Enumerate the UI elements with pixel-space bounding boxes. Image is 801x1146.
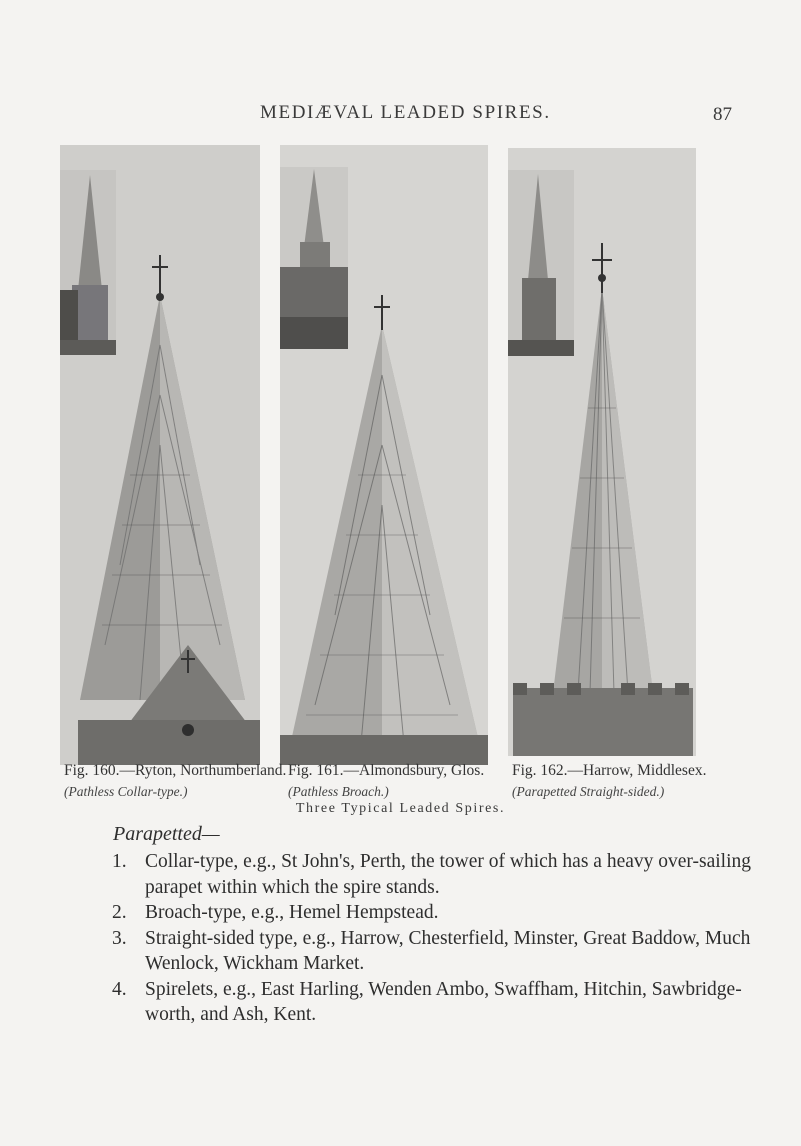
- spire-type-list: [112, 849, 752, 1028]
- figure-161-caption: [288, 762, 484, 800]
- figure-161-photo: [280, 145, 488, 765]
- list-item-text: Straight-sided type, e.g., Harrow, Chesterfield, Minster, Great Baddow, Much Wenlock, Wickham Market.: [145, 927, 751, 974]
- figure-160-subcaption: (Pathless Collar-type.): [64, 784, 188, 799]
- list-item: [112, 849, 752, 900]
- page-number: 87: [713, 104, 732, 125]
- figure-162-photo: [508, 148, 696, 756]
- figure-160-caption-text: Fig. 160.—Ryton, Northumberland.: [64, 762, 287, 779]
- figure-161-inset-photo: [280, 167, 348, 349]
- list-item-number: 4.: [112, 978, 127, 1000]
- figure-162-subcaption: (Parapetted Straight-sided.): [512, 784, 665, 799]
- list-item: [112, 977, 752, 1028]
- plate-title: Three Typical Leaded Spires.: [295, 801, 506, 816]
- section-heading: Parapetted—: [113, 823, 220, 845]
- list-item-text: Spirelets, e.g., East Harling, Wenden Ambo, Swaffham, Hitchin, Sawbridge-worth, and Ash, Kent.: [145, 978, 742, 1025]
- list-item-text: Broach-type, e.g., Hemel Hempstead.: [145, 902, 439, 923]
- list-item-number: 3.: [112, 927, 127, 949]
- list-item-number: 2.: [112, 902, 127, 923]
- figure-162-caption-text: Fig. 162.—Harrow, Middlesex.: [512, 762, 707, 779]
- list-item: [112, 900, 752, 926]
- figure-160-caption: [64, 762, 286, 800]
- figure-162-caption: [512, 762, 706, 800]
- figure-160-photo: [60, 145, 260, 765]
- list-item-text: Collar-type, e.g., St John's, Perth, the tower of which has a heavy over-sailing parapet within which the spire stands.: [145, 851, 752, 898]
- list-item-number: 1.: [112, 851, 127, 872]
- list-item: [112, 926, 752, 977]
- figure-161-caption-text: Fig. 161.—Almondsbury, Glos.: [288, 762, 485, 779]
- figure-162-inset-photo: [508, 170, 574, 356]
- running-head: MEDIÆVAL LEADED SPIRES.: [260, 102, 551, 123]
- figure-161-subcaption: (Pathless Broach.): [288, 784, 389, 799]
- figure-160-inset-photo: [60, 170, 116, 355]
